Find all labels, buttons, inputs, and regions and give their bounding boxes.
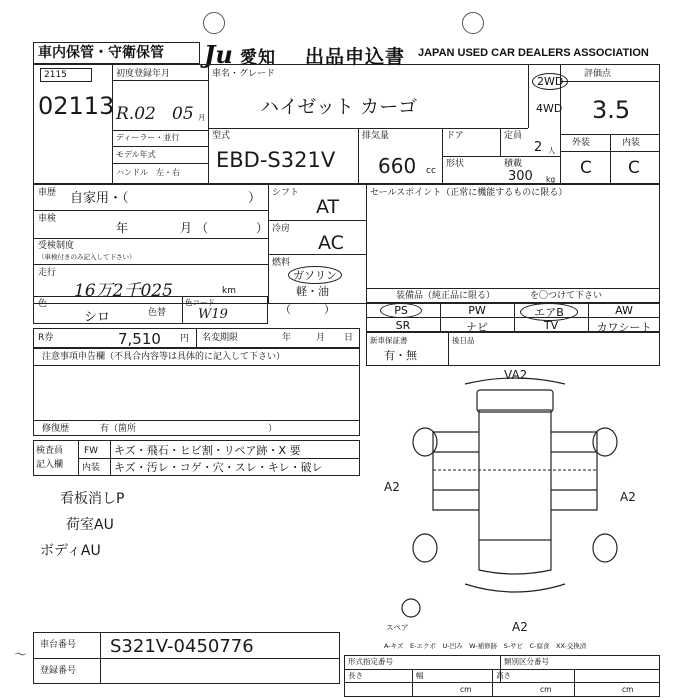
repair-label: 修復歴 <box>42 424 70 434</box>
load-label: 積載 <box>504 159 523 169</box>
history-value: 自家用・（ <box>70 191 129 206</box>
chassis-label: 車台番号 <box>40 640 77 650</box>
drive-4wd: 4WD <box>536 102 563 115</box>
inspection-label: 車検 <box>38 214 57 224</box>
damage-left: A2 <box>384 480 400 494</box>
mileage-value: 16万2千025 <box>74 281 173 301</box>
diagram-right-side <box>551 432 597 510</box>
car-damage-diagram <box>395 370 635 630</box>
interior-value: C <box>628 158 640 178</box>
load-unit: kg <box>546 175 556 184</box>
equip-aw: AW <box>615 304 633 317</box>
model-type-value: EBD-S321V <box>216 148 336 172</box>
warranty-label: 新車保証書 <box>370 336 408 345</box>
color-value: シロ <box>84 310 111 325</box>
type-designation-label: 形式指定番号 <box>348 657 393 666</box>
inspector-fw-items: キズ・飛石・ヒビ割・リペア跡・X 要 <box>114 444 301 457</box>
diagram-rear-hatch <box>479 540 551 574</box>
first-reg-era: R.02 <box>116 104 156 124</box>
inspector-label-1: 検査員 <box>36 446 64 456</box>
exterior-label: 外装 <box>572 138 591 148</box>
shape-label: 形状 <box>446 159 465 169</box>
model-year-label: モデル年式 <box>116 150 156 159</box>
notes-label: 注意事項申告欄（不具合内容等は具体的に記入して下さい） <box>42 352 286 362</box>
inspector-label-2: 記入欄 <box>36 460 64 470</box>
displacement-value: 660 <box>378 154 417 178</box>
height-label: 高さ <box>496 671 511 680</box>
equip-airbag-circled: エアB <box>520 303 578 321</box>
punch-hole-right <box>462 12 484 34</box>
handle-label: ハンドル 左・右 <box>116 168 180 177</box>
ju-logo: Ju <box>204 40 233 69</box>
lot-number: 02113 <box>38 92 115 120</box>
diagram-rear-right-wheel <box>593 534 617 562</box>
capacity-label: 定員 <box>504 131 523 141</box>
first-reg-month: 05 <box>172 104 194 124</box>
association-name: JAPAN USED CAR DEALERS ASSOCIATION <box>418 47 649 59</box>
damage-right: A2 <box>620 490 636 504</box>
damage-top: VA2 <box>504 368 528 382</box>
diagram-rear-bumper <box>465 584 565 592</box>
warranty-value: 有・無 <box>384 349 417 362</box>
exterior-value: C <box>580 158 592 178</box>
after-day-label: 後日品 <box>452 336 475 345</box>
color-tone-label: 色替 <box>148 308 167 318</box>
height-unit: cm <box>622 685 634 694</box>
hand-note-3: ボディAU <box>40 543 101 559</box>
first-reg-label: 初度登録年月 <box>116 69 171 79</box>
shift-label: シフト <box>272 188 300 198</box>
score-value: 3.5 <box>592 96 631 124</box>
spare-label: スペア <box>386 623 409 632</box>
equip-navi: ナビ <box>466 321 488 334</box>
registration-label: 登録番号 <box>40 666 77 676</box>
length-label: 長さ <box>348 671 363 680</box>
width-unit: cm <box>540 685 552 694</box>
damage-legend: A-キズ E-エクボ U-凹み W-補修跡 S-サビ C-腐食 XX-交換済 <box>384 642 587 650</box>
logo-region: 愛知 <box>240 48 276 68</box>
fuel-label: 燃料 <box>272 258 291 268</box>
inspector-int-items: キズ・汚レ・コゲ・穴・スレ・キレ・破レ <box>114 461 323 474</box>
diagram-hood <box>477 390 553 412</box>
class-number-label: 類別区分番号 <box>504 657 549 666</box>
length-unit: cm <box>460 685 472 694</box>
inspector-fw-label: FW <box>84 446 99 456</box>
equipment-circle-note: を〇つけて下さい <box>530 291 603 301</box>
r-ticket-label: R券 <box>38 333 54 343</box>
name-change-day: 日 <box>344 333 354 343</box>
equip-pw: PW <box>468 304 486 317</box>
fuel-diesel: 軽・油 <box>296 285 329 298</box>
fuel-gasoline-circled: ガソリン <box>288 266 342 284</box>
inspection-year: 年 <box>116 221 129 235</box>
mileage-label: 走行 <box>38 268 57 278</box>
recycle-label: 受検制度 <box>38 241 75 251</box>
name-change-year: 年 <box>282 333 292 343</box>
name-change-month: 月 <box>316 333 326 343</box>
punch-hole-left <box>203 12 225 34</box>
load-value: 300 <box>508 169 533 184</box>
r-ticket-value: 7,510 <box>118 330 161 348</box>
color-code-value: W19 <box>198 307 228 322</box>
interior-label: 内装 <box>622 138 641 148</box>
repair-value: 有（箇所 <box>100 424 137 434</box>
form-title: 出品申込書 <box>305 46 406 68</box>
score-label: 評価点 <box>584 69 612 79</box>
dealer-label: ディーラー・並行 <box>116 133 180 142</box>
name-change-label: 名変期限 <box>202 333 239 343</box>
car-name-label: 車名・グレード <box>212 69 276 79</box>
selling-point-label: セールスポイント（正常に機能するものに限る） <box>370 188 568 198</box>
door-label: ドア <box>446 131 464 141</box>
displacement-label: 排気量 <box>362 131 390 141</box>
shift-value: AT <box>316 196 340 218</box>
chassis-value: S321V-0450776 <box>110 636 254 657</box>
storage-label: 車内保管・守衛保管 <box>38 45 164 61</box>
inspection-paren: （ ） <box>196 221 269 235</box>
equip-leather-seat: カワシート <box>596 321 652 334</box>
color-label: 色 <box>38 299 48 309</box>
history-label: 車歴 <box>38 188 57 198</box>
equip-tv: TV <box>543 319 559 332</box>
cooling-label: 冷房 <box>272 224 291 234</box>
repair-close: ） <box>268 424 278 434</box>
equip-sr: SR <box>395 319 411 332</box>
capacity-value: 2 <box>534 140 543 155</box>
mileage-unit: km <box>222 286 236 296</box>
damage-bottom: A2 <box>512 620 528 634</box>
margin-mark: 〜 <box>14 648 28 663</box>
diagram-spare-wheel <box>402 599 420 617</box>
displacement-unit: cc <box>426 166 436 176</box>
color-code-label: 色コード <box>185 298 215 307</box>
capacity-unit: 人 <box>548 146 556 155</box>
model-type-label: 型式 <box>212 131 231 141</box>
hand-note-1: 看板消しP <box>60 491 125 507</box>
equip-ps-circled: PS <box>380 303 422 318</box>
diagram-rear-left-wheel <box>413 534 437 562</box>
recycle-note: （車検付きのみ記入して下さい） <box>38 253 136 261</box>
fuel-paren: （ ） <box>280 303 335 316</box>
car-name-value: ハイゼット カーゴ <box>260 96 418 118</box>
inspector-int-label: 内装 <box>82 463 101 473</box>
first-reg-month-unit: 月 <box>198 113 206 122</box>
hand-note-2: 荷室AU <box>66 517 114 533</box>
equipment-label: 装備品（純正品に限る） <box>396 291 496 301</box>
inspection-month: 月 <box>180 221 193 235</box>
small-no: 2115 <box>44 70 67 80</box>
history-close: ） <box>248 191 262 206</box>
width-label: 幅 <box>416 671 424 680</box>
cooling-value: AC <box>318 232 344 254</box>
drive-2wd-circled: 2WD <box>532 73 568 90</box>
diagram-left-side <box>433 432 479 510</box>
diagram-roof <box>479 410 551 540</box>
r-ticket-unit: 円 <box>180 334 190 344</box>
